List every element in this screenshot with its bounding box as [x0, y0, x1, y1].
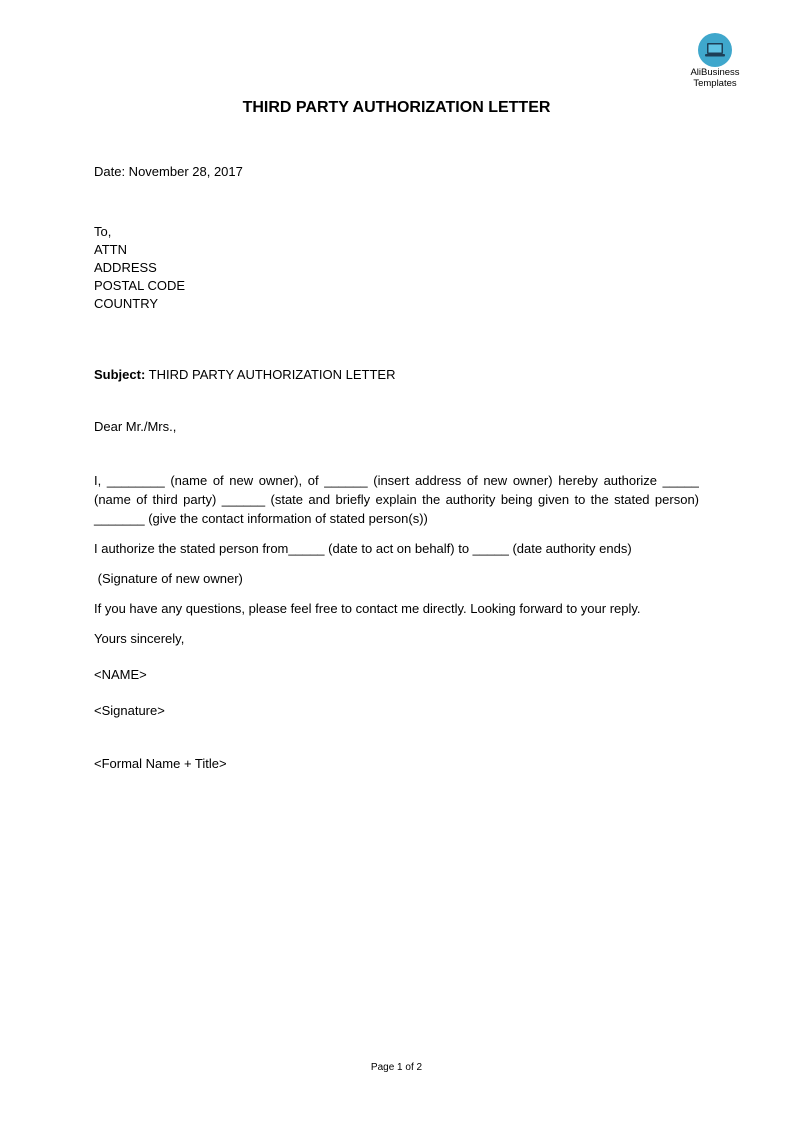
body-paragraph4: If you have any questions, please feel free to contact me directly. Looking forward to your reply. [94, 601, 641, 616]
body-word: and [308, 492, 331, 507]
body-paragraph1-line1 [94, 473, 699, 489]
recipient-attn: ATTN [94, 242, 127, 257]
body-word: being [500, 492, 533, 507]
body-word: to [574, 492, 586, 507]
body-word: of [212, 473, 224, 488]
body-word: new [229, 473, 254, 488]
signature-placeholder: <Signature> [94, 703, 165, 718]
logo-text-line1: AliBusiness [690, 67, 740, 78]
body-word: of [466, 473, 478, 488]
body-word: briefly [335, 492, 371, 507]
body-word: of [136, 492, 148, 507]
logo-text-line2: Templates [693, 78, 737, 89]
body-word: ________ [106, 473, 165, 488]
body-word: I, [94, 473, 102, 488]
body-word: explain [375, 492, 417, 507]
body-paragraph1-line2 [94, 492, 699, 508]
body-word: (name [170, 473, 208, 488]
recipient-address: ADDRESS [94, 260, 157, 275]
laptop-icon [698, 33, 732, 67]
page-number: Page 1 of 2 [370, 1062, 423, 1073]
body-word: _____ [662, 473, 699, 488]
body-word: person) [654, 492, 699, 507]
body-word: (name [94, 492, 131, 507]
body-paragraph1-line3: _______ (give the contact information of stated person(s)) [94, 511, 428, 526]
body-word: hereby [558, 473, 598, 488]
recipient-to: To, [94, 224, 112, 239]
body-paragraph2: I authorize the stated person from_____ (date to act on behalf) to _____ (date authority ends) [94, 541, 632, 556]
body-word: (insert [373, 473, 410, 488]
body-word: ______ [221, 492, 266, 507]
body-paragraph3: (Signature of new owner) [94, 571, 243, 586]
body-word: authorize [603, 473, 658, 488]
date-line: Date: November 28, 2017 [94, 164, 243, 179]
body-word: owner), [258, 473, 303, 488]
salutation: Dear Mr./Mrs., [94, 419, 177, 434]
subject-label: Subject: [94, 367, 146, 382]
formal-name-placeholder: <Formal Name + Title> [94, 756, 227, 771]
company-logo [690, 33, 740, 89]
body-word: (state [270, 492, 304, 507]
recipient-postal-code: POSTAL CODE [94, 278, 186, 293]
document-title: THIRD PARTY AUTHORIZATION LETTER [242, 99, 551, 116]
subject-line [94, 367, 395, 383]
subject-text: THIRD PARTY AUTHORIZATION LETTER [145, 367, 396, 382]
body-word: of [307, 473, 319, 488]
body-word: authority [445, 492, 496, 507]
name-placeholder: <NAME> [94, 667, 147, 682]
body-word: ______ [324, 473, 368, 488]
body-word: third [152, 492, 178, 507]
body-word: the [590, 492, 609, 507]
body-word: given [538, 492, 570, 507]
closing: Yours sincerely, [94, 631, 185, 646]
body-word: the [422, 492, 441, 507]
body-word: address [414, 473, 462, 488]
body-word: stated [614, 492, 650, 507]
body-word: party) [183, 492, 217, 507]
recipient-country: COUNTRY [94, 296, 159, 311]
body-word: new [483, 473, 508, 488]
body-word: owner) [512, 473, 553, 488]
